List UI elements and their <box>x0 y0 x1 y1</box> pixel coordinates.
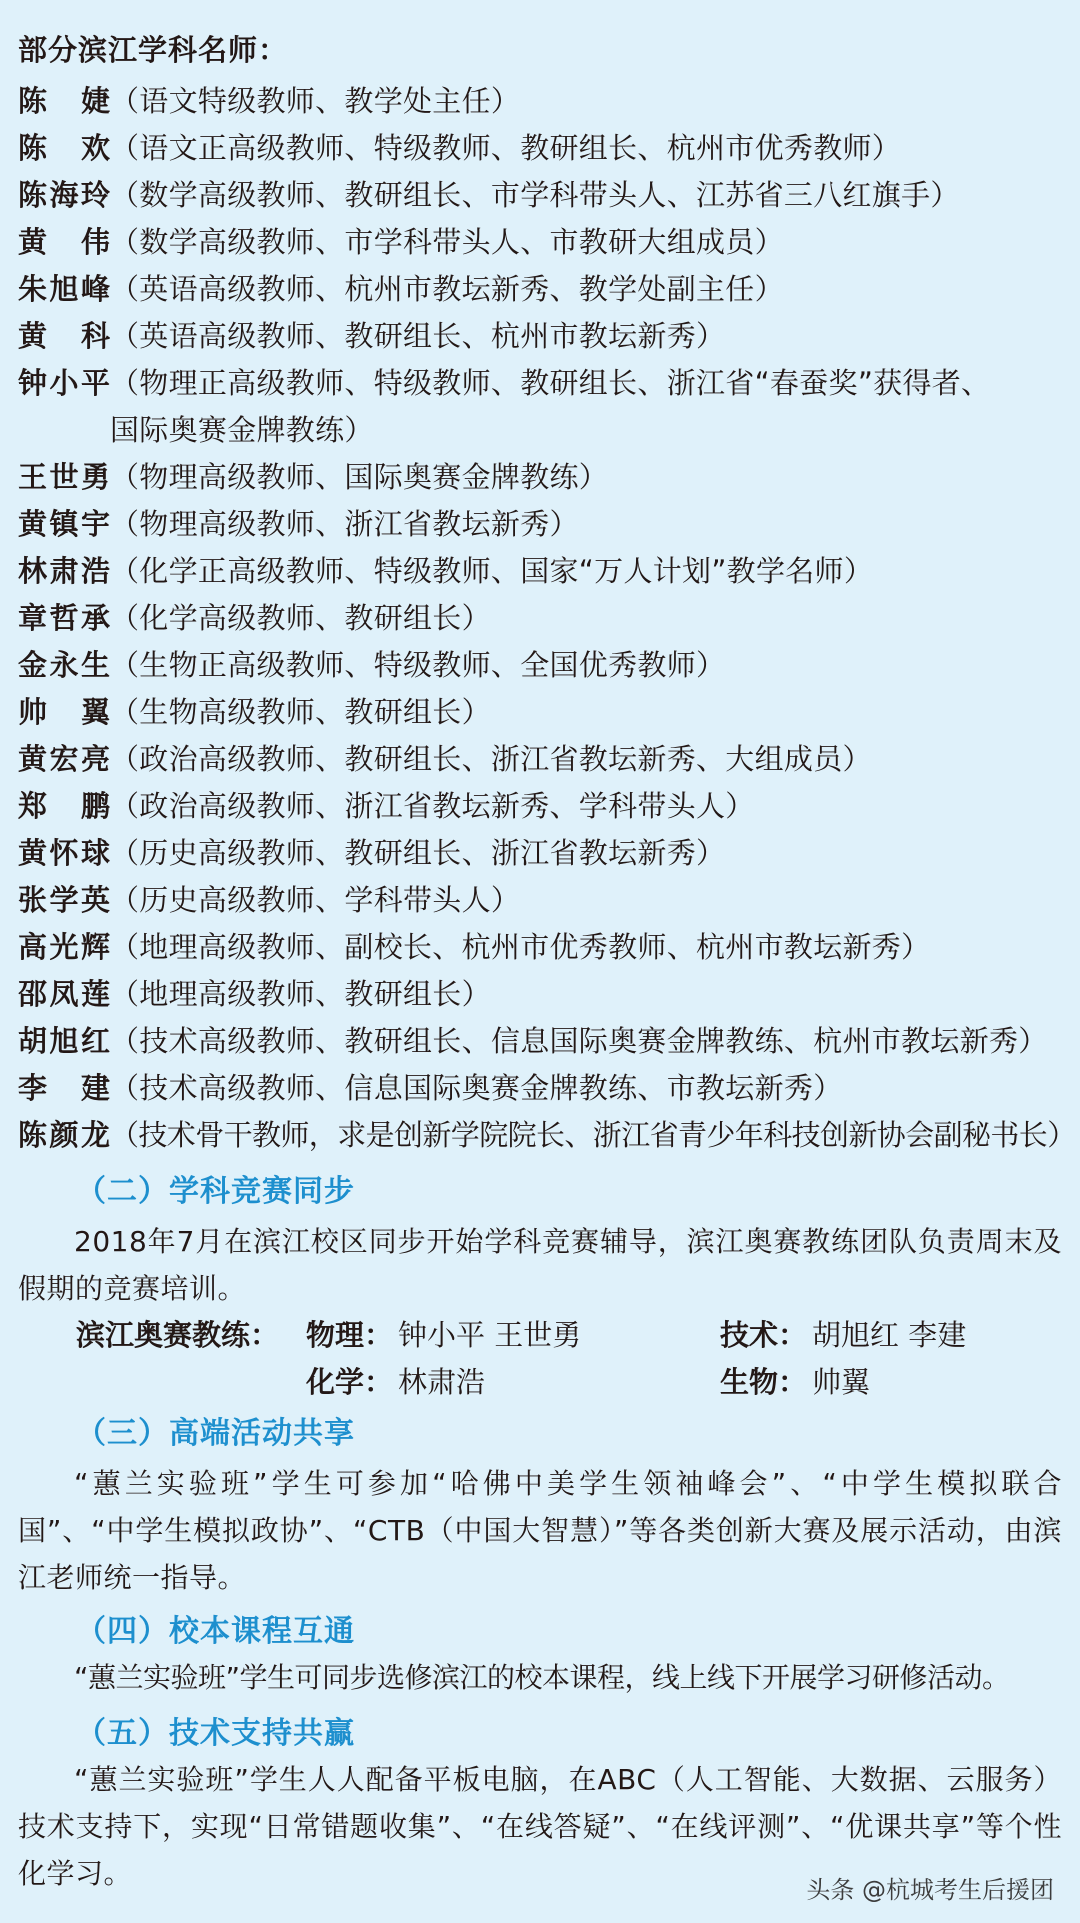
teacher-title: （物理正高级教师、特级教师、教研组长、浙江省“春蚕奖”获得者、 国际奥赛金牌教练） <box>110 366 991 447</box>
bio-names: 帅翼 <box>812 1365 871 1399</box>
teacher-title: （生物正高级教师、特级教师、全国优秀教师） <box>110 648 726 682</box>
teacher-name: 陈海玲 <box>18 178 110 212</box>
teacher-row <box>18 125 1068 172</box>
teacher-name: 黄怀球 <box>18 836 110 870</box>
teacher-title: （历史高级教师、教研组长、浙江省教坛新秀） <box>110 836 726 870</box>
teacher-name: 章哲承 <box>18 601 110 635</box>
teacher-title: （技术高级教师、信息国际奥赛金牌教练、市教坛新秀） <box>110 1071 843 1105</box>
section-paragraph: 2018年7月在滨江校区同步开始学科竞赛辅导，滨江奥赛教练团队负责周末及假期的竞赛培训。 <box>18 1225 1062 1305</box>
teacher-title: （地理高级教师、教研组长） <box>110 977 491 1011</box>
section-paragraph: “蕙兰实验班”学生可同步选修滨江的校本课程，线上线下开展学习研修活动。 <box>74 1661 1010 1694</box>
teacher-row <box>18 689 1068 736</box>
teacher-list-title: 部分滨江学科名师： <box>18 33 289 67</box>
teacher-title: （政治高级教师、教研组长、浙江省教坛新秀、大组成员） <box>110 742 872 776</box>
teacher-row <box>18 1018 1068 1065</box>
teacher-list <box>18 78 1076 1159</box>
teacher-title: （英语高级教师、杭州市教坛新秀、教学处副主任） <box>110 272 784 306</box>
teacher-row <box>18 360 1068 454</box>
teacher-row <box>18 783 1068 830</box>
teacher-name: 黄 科 <box>18 319 110 353</box>
teacher-title: （化学高级教师、教研组长） <box>110 601 491 635</box>
teacher-row <box>18 548 1068 595</box>
teacher-title: （技术高级教师、教研组长、信息国际奥赛金牌教练、杭州市教坛新秀） <box>110 1024 1048 1058</box>
coach-grid <box>18 1312 1062 1408</box>
teacher-name: 陈 婕 <box>18 84 110 118</box>
teacher-name: 陈 欢 <box>18 131 110 165</box>
teacher-name: 高光辉 <box>18 930 110 964</box>
teacher-row <box>18 1065 1068 1112</box>
teacher-row <box>18 642 1068 689</box>
teacher-name: 郑 鹏 <box>18 789 110 823</box>
teacher-row <box>18 877 1068 924</box>
watermark: 头条 @杭城考生后援团 <box>806 1876 1054 1904</box>
teacher-row <box>18 830 1068 877</box>
tech-names: 胡旭红 李建 <box>812 1318 967 1352</box>
teacher-name: 黄镇宇 <box>18 507 110 541</box>
teacher-name: 王世勇 <box>18 460 110 494</box>
teacher-name: 张学英 <box>18 883 110 917</box>
teacher-row <box>18 736 1068 783</box>
teacher-title: （化学正高级教师、特级教师、国家“万人计划”教学名师） <box>110 554 874 588</box>
coach-label: 滨江奥赛教练： <box>76 1318 280 1352</box>
teacher-row <box>18 313 1068 360</box>
teacher-title: （物理高级教师、国际奥赛金牌教练） <box>110 460 609 494</box>
teacher-row <box>18 454 1068 501</box>
teacher-row <box>18 172 1068 219</box>
teacher-title: （语文特级教师、教学处主任） <box>110 84 521 118</box>
teacher-title: （生物高级教师、教研组长） <box>110 695 491 729</box>
section-courses <box>18 1610 1062 1701</box>
teacher-name: 钟小平 <box>18 366 110 400</box>
teacher-title: （地理高级教师、副校长、杭州市优秀教师、杭州市教坛新秀） <box>110 930 931 964</box>
teacher-name: 黄 伟 <box>18 225 110 259</box>
teacher-name: 林肃浩 <box>18 554 110 588</box>
physics-names: 钟小平 王世勇 <box>398 1318 582 1352</box>
teacher-name: 李 建 <box>18 1071 110 1105</box>
teacher-title: （英语高级教师、教研组长、杭州市教坛新秀） <box>110 319 726 353</box>
section-paragraph: “蕙兰实验班”学生人人配备平板电脑，在ABC（人工智能、大数据、云服务）技术支持下，实现“日常错题收集”、“在线答疑”、“在线评测”、“优课共享”等个性化学习。 <box>18 1763 1062 1890</box>
section-competition <box>18 1170 1062 1408</box>
teacher-row <box>18 1112 1076 1159</box>
teacher-title: （物理高级教师、浙江省教坛新秀） <box>110 507 579 541</box>
teacher-title: （语文正高级教师、特级教师、教研组长、杭州市优秀教师） <box>110 131 902 165</box>
teacher-row <box>18 266 1068 313</box>
chem-names: 林肃浩 <box>398 1365 486 1399</box>
chem-label: 化学： <box>306 1365 394 1399</box>
teacher-name: 陈颜龙 <box>18 1118 110 1152</box>
teacher-row <box>18 924 1068 971</box>
section-paragraph: “蕙兰实验班”学生可参加“哈佛中美学生领袖峰会”、“中学生模拟联合国”、“中学生模拟政协”、“CTB（中国大智慧）”等各类创新大赛及展示活动，由滨江老师统一指导。 <box>18 1467 1062 1594</box>
teacher-row <box>18 971 1068 1018</box>
teacher-row <box>18 501 1068 548</box>
teacher-row <box>18 219 1068 266</box>
section-heading: （五）技术支持共赢 <box>76 1716 355 1751</box>
teacher-title: （数学高级教师、市学科带头人、市教研大组成员） <box>110 225 784 259</box>
section-heading: （二）学科竞赛同步 <box>76 1174 355 1209</box>
teacher-name: 胡旭红 <box>18 1024 110 1058</box>
teacher-row <box>18 595 1068 642</box>
teacher-title: （数学高级教师、教研组长、市学科带头人、江苏省三八红旗手） <box>110 178 960 212</box>
section-heading: （四）校本课程互通 <box>76 1614 355 1649</box>
teacher-title: （历史高级教师、学科带头人） <box>110 883 521 917</box>
teacher-name: 邵凤莲 <box>18 977 110 1011</box>
tech-label: 技术： <box>720 1318 808 1352</box>
physics-label: 物理： <box>306 1318 394 1352</box>
teacher-title: （政治高级教师、浙江省教坛新秀、学科带头人） <box>110 789 755 823</box>
teacher-name: 金永生 <box>18 648 110 682</box>
teacher-name: 黄宏亮 <box>18 742 110 776</box>
teacher-name: 帅 翼 <box>18 695 110 729</box>
teacher-name: 朱旭峰 <box>18 272 110 306</box>
section-heading: （三）高端活动共享 <box>76 1416 355 1451</box>
bio-label: 生物： <box>720 1365 808 1399</box>
teacher-title: （技术骨干教师，求是创新学院院长、浙江省青少年科技创新协会副秘书长） <box>110 1118 1076 1152</box>
section-activities <box>18 1412 1062 1601</box>
teacher-row <box>18 78 1068 125</box>
